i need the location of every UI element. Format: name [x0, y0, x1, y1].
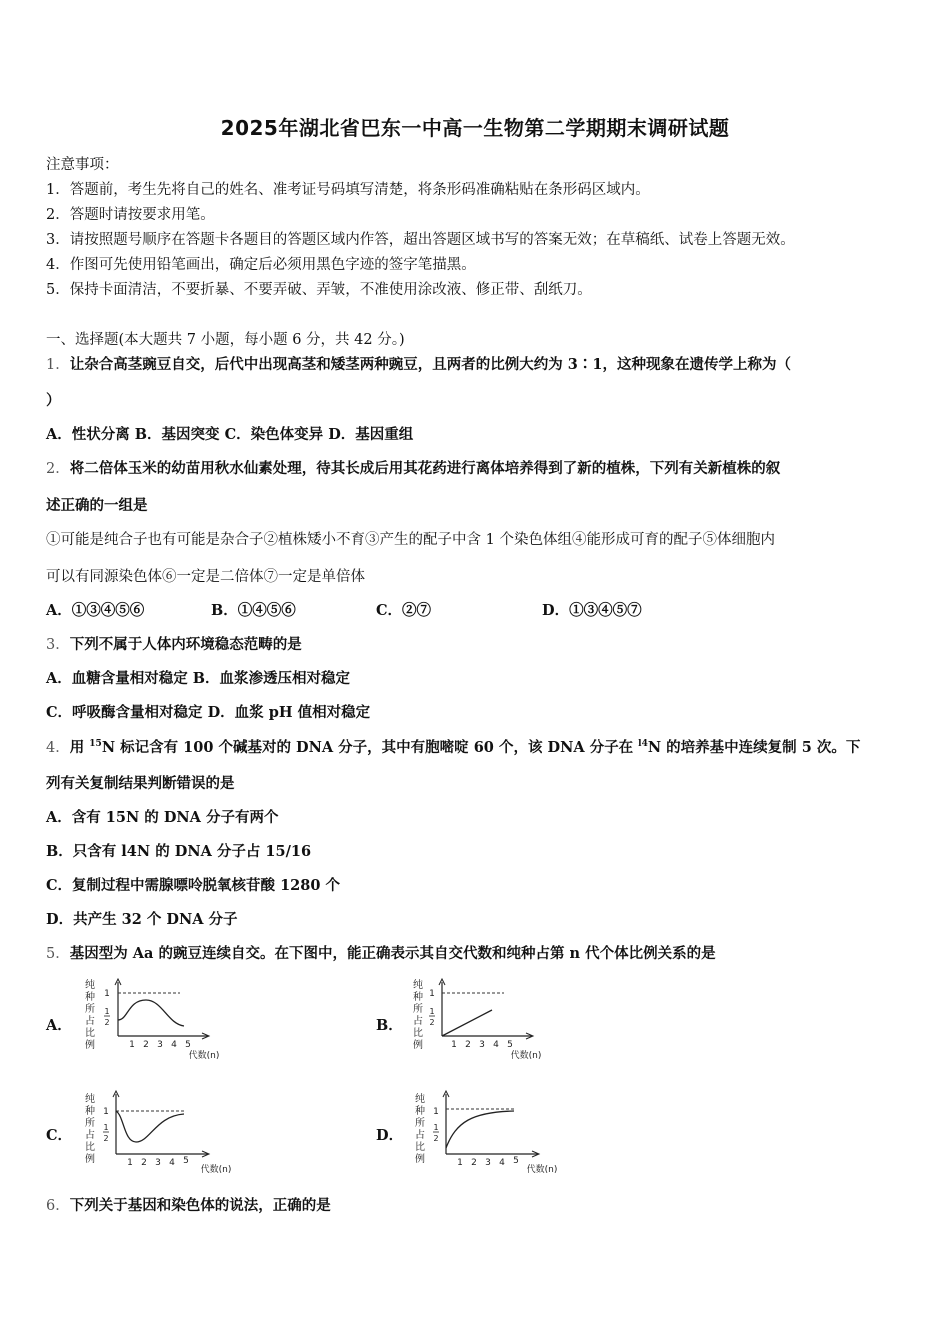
ylabel-char: 占 [85, 1016, 95, 1027]
question-1 [46, 353, 791, 374]
graph-label-c: C． [46, 1127, 73, 1144]
graph-label-a: A． [46, 1017, 72, 1034]
y-axis-label [85, 1092, 95, 1165]
question-number: 1． [46, 357, 70, 373]
question-number: 2． [46, 461, 70, 477]
ylabel-char: 比 [85, 1142, 95, 1153]
x-tick: 4 [493, 1040, 499, 1050]
x-tick: 3 [479, 1040, 485, 1050]
x-tick: 4 [171, 1040, 177, 1050]
question-stem: 将二倍体玉米的幼苗用秋水仙素处理，待其长成后用其花药进行离体培养得到了新的植株，下列有关新植株的叙 [69, 460, 781, 477]
question-number: 6． [46, 1198, 70, 1214]
curve-b [442, 1010, 492, 1036]
ylabel-char: 纯 [413, 980, 423, 991]
x-tick: 3 [157, 1040, 163, 1050]
question-stem: 下列不属于人体内环境稳态范畴的是 [69, 636, 302, 653]
x-tick: 3 [485, 1158, 491, 1168]
ylabel-char: 种 [85, 1106, 95, 1117]
x-tick: 4 [499, 1158, 505, 1168]
question-statements-cont: 可以有同源染色体⑥一定是二倍体⑦一定是单倍体 [46, 569, 365, 585]
question-options: C．呼吸酶含量相对稳定 D．血浆 pH 值相对稳定 [46, 704, 371, 721]
question-options: A．性状分离 B．基因突变 C．染色体变异 D．基因重组 [46, 426, 414, 443]
y-axis-label [85, 978, 95, 1051]
x-tick: 3 [155, 1158, 161, 1168]
question-stem: 基因型为 Aa 的豌豆连续自交。在下图中，能正确表示其自交代数和纯种占第 n 代个体比例关系的是 [69, 945, 716, 962]
x-tick: 1 [127, 1158, 133, 1168]
ylabel-char: 所 [413, 1004, 423, 1015]
ylabel-char: 例 [413, 1040, 423, 1051]
y-tick-half-den: 2 [103, 1134, 109, 1143]
option-b: B．①④⑤⑥ [211, 602, 296, 619]
ylabel-char: 种 [413, 992, 423, 1003]
x-axis-label: 代数(n) [510, 1051, 542, 1061]
x-tick: 1 [451, 1040, 457, 1050]
notice-item: 3．请按照题号顺序在答题卡各题目的答题区域内作答，超出答题区域书写的答案无效；在草稿纸、试卷上答题无效。 [46, 232, 795, 248]
question-stem-cont: 列有关复制结果判断错误的是 [46, 775, 235, 792]
graph-label-b: B． [376, 1017, 403, 1034]
question-6 [46, 1194, 331, 1215]
ylabel-char: 种 [415, 1106, 425, 1117]
notice-heading: 注意事项： [46, 157, 119, 173]
ylabel-char: 比 [415, 1142, 425, 1153]
ylabel-char: 例 [85, 1040, 95, 1051]
stem-part: 用 [69, 739, 90, 756]
curve-c [116, 1111, 184, 1142]
x-tick: 2 [471, 1158, 477, 1168]
x-tick: 2 [465, 1040, 471, 1050]
ylabel-char: 所 [85, 1118, 95, 1129]
y-axis-label [415, 1092, 425, 1165]
question-4 [46, 736, 860, 757]
question-stem-cont: 述正确的一组是 [46, 497, 148, 514]
ylabel-char: 所 [85, 1004, 95, 1015]
notice-item: 1．答题前，考生先将自己的姓名、准考证号码填写清楚，将条形码准确粘贴在条形码区域内。 [46, 182, 650, 198]
option-b: B．只含有 l4N 的 DNA 分子占 15/16 [46, 843, 312, 860]
question-3 [46, 633, 302, 654]
question-2 [46, 457, 780, 478]
option-a: A．含有 15N 的 DNA 分子有两个 [46, 809, 279, 826]
ylabel-char: 比 [413, 1028, 423, 1039]
question-number: 5． [46, 946, 70, 962]
x-tick: 1 [129, 1040, 135, 1050]
notice-item: 2．答题时请按要求用笔。 [46, 207, 215, 223]
x-tick: 1 [457, 1158, 463, 1168]
notice-item: 5．保持卡面清洁，不要折暴、不要弄破、弄皱，不准使用涂改液、修正带、刮纸刀。 [46, 282, 592, 298]
y-tick-half-den: 2 [104, 1018, 110, 1027]
x-tick: 5 [513, 1156, 519, 1166]
question-statements: ①可能是纯合子也有可能是杂合子②植株矮小不育③产生的配子中含 1 个染色体组④能形成可育的配子⑤体细胞内 [46, 532, 775, 548]
x-tick: 5 [183, 1156, 189, 1166]
option-c: C．复制过程中需腺嘌呤脱氧核苷酸 1280 个 [46, 877, 340, 894]
y-tick-half-den: 2 [429, 1018, 435, 1027]
curve-a [118, 1000, 184, 1026]
option-c: C．②⑦ [376, 602, 432, 619]
x-axis-label: 代数(n) [526, 1165, 558, 1175]
stem-part: N 标记含有 100 个碱基对的 DNA 分子，其中有胞嘧啶 60 个，该 DNA 分子在 [101, 739, 639, 756]
graph-c [80, 1086, 250, 1176]
section-heading: 一、选择题(本大题共 7 小题，每小题 6 分，共 42 分。) [46, 332, 405, 348]
ylabel-char: 纯 [85, 1094, 95, 1105]
y-tick-1: 1 [433, 1107, 439, 1117]
y-tick-1: 1 [103, 1107, 109, 1117]
x-tick: 5 [185, 1040, 191, 1050]
y-tick-half-num: 1 [433, 1123, 439, 1132]
stem-part: N 的培养基中连续复制 5 次。下 [647, 739, 861, 756]
ylabel-char: 占 [413, 1016, 423, 1027]
graph-b [408, 976, 558, 1062]
question-stem: 下列关于基因和染色体的说法，正确的是 [69, 1197, 331, 1214]
option-a: A．①③④⑤⑥ [46, 602, 145, 619]
question-number: 4． [46, 740, 70, 756]
question-number: 3． [46, 637, 70, 653]
option-d: D．共产生 32 个 DNA 分子 [46, 911, 238, 928]
x-axis-label: 代数(n) [188, 1051, 220, 1061]
superscript: l4 [638, 739, 648, 749]
graph-a [80, 976, 230, 1062]
question-5 [46, 942, 716, 963]
x-tick: 2 [143, 1040, 149, 1050]
y-axis-label [413, 978, 423, 1051]
ylabel-char: 所 [415, 1118, 425, 1129]
question-stem: 让杂合高茎豌豆自交，后代中出现高茎和矮茎两种豌豆，且两者的比例大约为 3∶1，这种现象在遗传学上称为（ [69, 356, 791, 373]
superscript: 15 [89, 739, 102, 749]
ylabel-char: 种 [85, 992, 95, 1003]
y-tick-1: 1 [104, 989, 110, 999]
ylabel-char: 例 [415, 1154, 425, 1165]
option-d: D．①③④⑤⑦ [542, 602, 642, 619]
graph-label-d: D． [376, 1127, 404, 1144]
graph-d [408, 1086, 578, 1176]
ylabel-char: 纯 [85, 980, 95, 991]
x-tick: 2 [141, 1158, 147, 1168]
y-tick-half-num: 1 [104, 1007, 110, 1016]
ylabel-char: 例 [85, 1154, 95, 1165]
y-tick-1: 1 [429, 989, 435, 999]
question-stem-cont: ） [46, 392, 61, 409]
ylabel-char: 占 [415, 1130, 425, 1141]
x-tick: 5 [507, 1040, 513, 1050]
y-tick-half-num: 1 [429, 1007, 435, 1016]
question-options: A．血糖含量相对稳定 B．血浆渗透压相对稳定 [46, 670, 351, 687]
y-tick-half-den: 2 [433, 1134, 439, 1143]
x-tick: 4 [169, 1158, 175, 1168]
page-title: 2025年湖北省巴东一中高一生物第二学期期末调研试题 [220, 116, 730, 140]
notice-item: 4．作图可先使用铅笔画出，确定后必须用黑色字迹的签字笔描黑。 [46, 257, 476, 273]
ylabel-char: 占 [85, 1130, 95, 1141]
ylabel-char: 纯 [415, 1094, 425, 1105]
curve-d [446, 1111, 514, 1148]
y-tick-half-num: 1 [103, 1123, 109, 1132]
x-axis-label: 代数(n) [200, 1165, 232, 1175]
ylabel-char: 比 [85, 1028, 95, 1039]
